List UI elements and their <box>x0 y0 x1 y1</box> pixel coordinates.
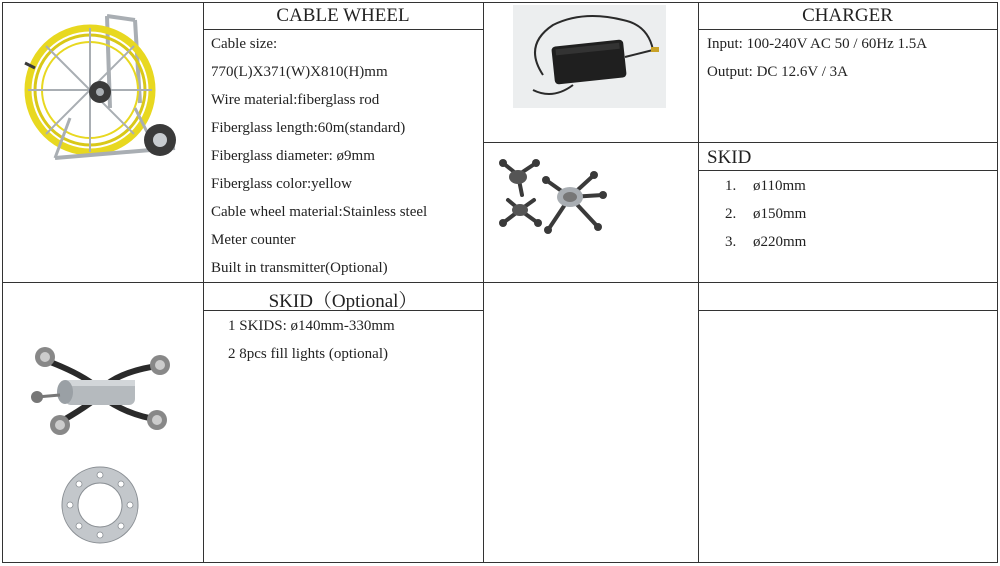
charger-skid-divider <box>483 142 998 143</box>
skid-image <box>498 155 610 240</box>
spec-meter-counter: Meter counter <box>211 232 296 248</box>
charger-title-divider <box>698 29 998 30</box>
cable-wheel-title-divider <box>203 29 483 30</box>
table-border-right <box>997 2 998 563</box>
crawler-skid-image <box>25 345 175 440</box>
cable-wheel-image <box>15 8 190 163</box>
spec-fiberglass-diameter: Fiberglass diameter: ø9mm <box>211 148 375 164</box>
charger-output: Output: DC 12.6V / 3A <box>707 64 848 80</box>
spec-wheel-material: Cable wheel material:Stainless steel <box>211 204 428 220</box>
col-divider-1 <box>203 2 204 563</box>
charger-title: CHARGER <box>802 5 893 26</box>
spec-fiberglass-length: Fiberglass length:60m(standard) <box>211 120 406 136</box>
col-divider-3 <box>698 2 699 563</box>
table-border-top <box>2 2 998 3</box>
cable-wheel-title: CABLE WHEEL <box>276 5 410 26</box>
empty-cell-divider <box>698 310 998 311</box>
row-divider-bottom <box>2 562 998 563</box>
spec-wire-material: Wire material:fiberglass rod <box>211 92 380 108</box>
skid-item-2-num: 2. <box>725 206 737 222</box>
skid-optional-item-2: 2 8pcs fill lights (optional) <box>228 346 388 362</box>
skid-optional-item-1: 1 SKIDS: ø140mm-330mm <box>228 318 395 334</box>
charger-image <box>513 5 666 108</box>
spec-dimensions: 770(L)X371(W)X810(H)mm <box>211 64 388 80</box>
skid-item-1-num: 1. <box>725 178 737 194</box>
skid-optional-title: SKID（Optional） <box>268 291 418 312</box>
spec-transmitter: Built in transmitter(Optional) <box>211 260 388 276</box>
table-border-left <box>2 2 3 563</box>
skid-title: SKID <box>707 147 752 168</box>
skid-item-3-num: 3. <box>725 234 737 250</box>
skid-item-1: ø110mm <box>753 178 806 194</box>
charger-input: Input: 100-240V AC 50 / 60Hz 1.5A <box>707 36 928 52</box>
row-divider-1 <box>2 282 998 283</box>
skid-item-2: ø150mm <box>753 206 807 222</box>
skid-item-3: ø220mm <box>753 234 807 250</box>
spec-fiberglass-color: Fiberglass color:yellow <box>211 176 352 192</box>
skid-title-divider <box>698 170 998 171</box>
skid-plate-image <box>60 465 140 545</box>
spec-cable-size: Cable size: <box>211 36 278 52</box>
col-divider-2 <box>483 2 484 563</box>
